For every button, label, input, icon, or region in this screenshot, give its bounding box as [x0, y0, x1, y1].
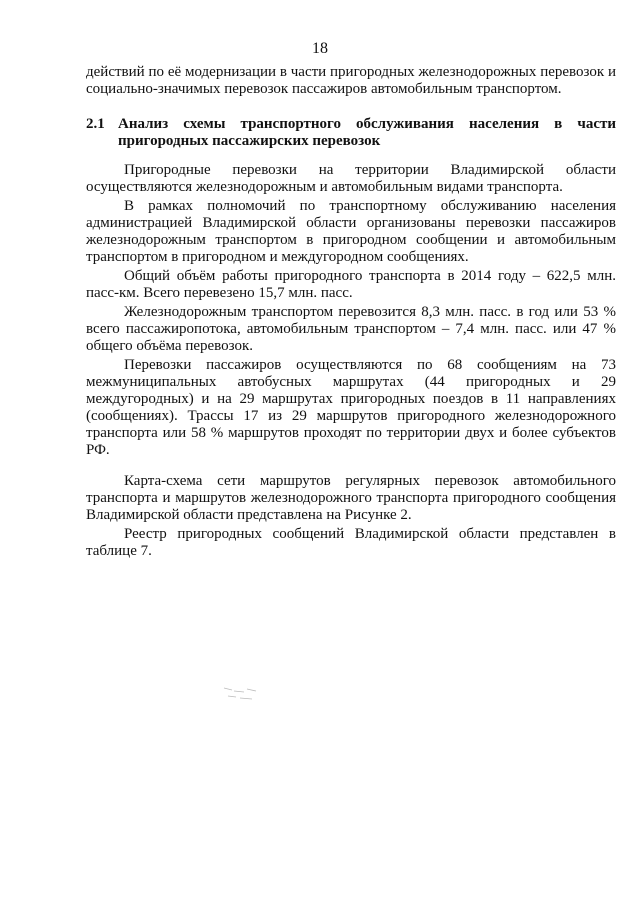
page-number: 18: [312, 40, 328, 57]
paragraph-rail-share: Железнодорожным транспортом перевозится 8,3 млн. пасс. в год или 53 % всего пассажиропотока, автомобильным транспортом – 7,4 млн. пасс. или 47 % общего объёма перевозок.: [86, 304, 616, 354]
paragraph-routes: Перевозки пассажиров осуществляются по 68 сообщениям на 73 межмуниципальных автобусных маршрутах (44 пригородных и 29 междугородных) и на 29 маршрутах пригородных поездов в 11 направлениях (сообщениях). Трассы 17 из 29 маршрутов пригородного железнодорожного транспорта или 58 % маршрутов проходят по территории двух и более субъектов РФ.: [86, 357, 616, 458]
paragraph-administration-powers: В рамках полномочий по транспортному обслуживанию населения администрацией Владимирской области организованы перевозки пассажиров железнодорожным транспортом в пригородном сообщении и автомобильным транспортом в пригородном и междугородном сообщениях.: [86, 198, 616, 265]
paragraph-total-volume: Общий объём работы пригородного транспорта в 2014 году – 622,5 млн. пасс-км. Всего перевезено 15,7 млн. пасс.: [86, 268, 616, 301]
intro-continuation: действий по её модернизации в части пригородных железнодорожных перевозок и социально-значимых перевозок пассажиров автомобильным транспортом.: [86, 64, 616, 97]
paragraph-suburban-transport: Пригородные перевозки на территории Владимирской области осуществляются железнодорожным и автомобильным видами транспорта.: [86, 162, 616, 195]
section-number: 2.1: [86, 116, 105, 132]
section-heading: [86, 116, 616, 150]
section-title: Анализ схемы транспортного обслуживания населения в части пригородных пассажирских перевозок: [118, 116, 616, 149]
page-content: [86, 64, 616, 562]
paragraph-map-reference: Карта-схема сети маршрутов регулярных перевозок автомобильного транспорта и маршрутов железнодорожного транспорта пригородного сообщения Владимирской области представлена на Рисунке 2.: [86, 473, 616, 523]
scan-artifact-icon: [222, 682, 262, 704]
paragraph-registry-reference: Реестр пригородных сообщений Владимирской области представлен в таблице 7.: [86, 526, 616, 559]
